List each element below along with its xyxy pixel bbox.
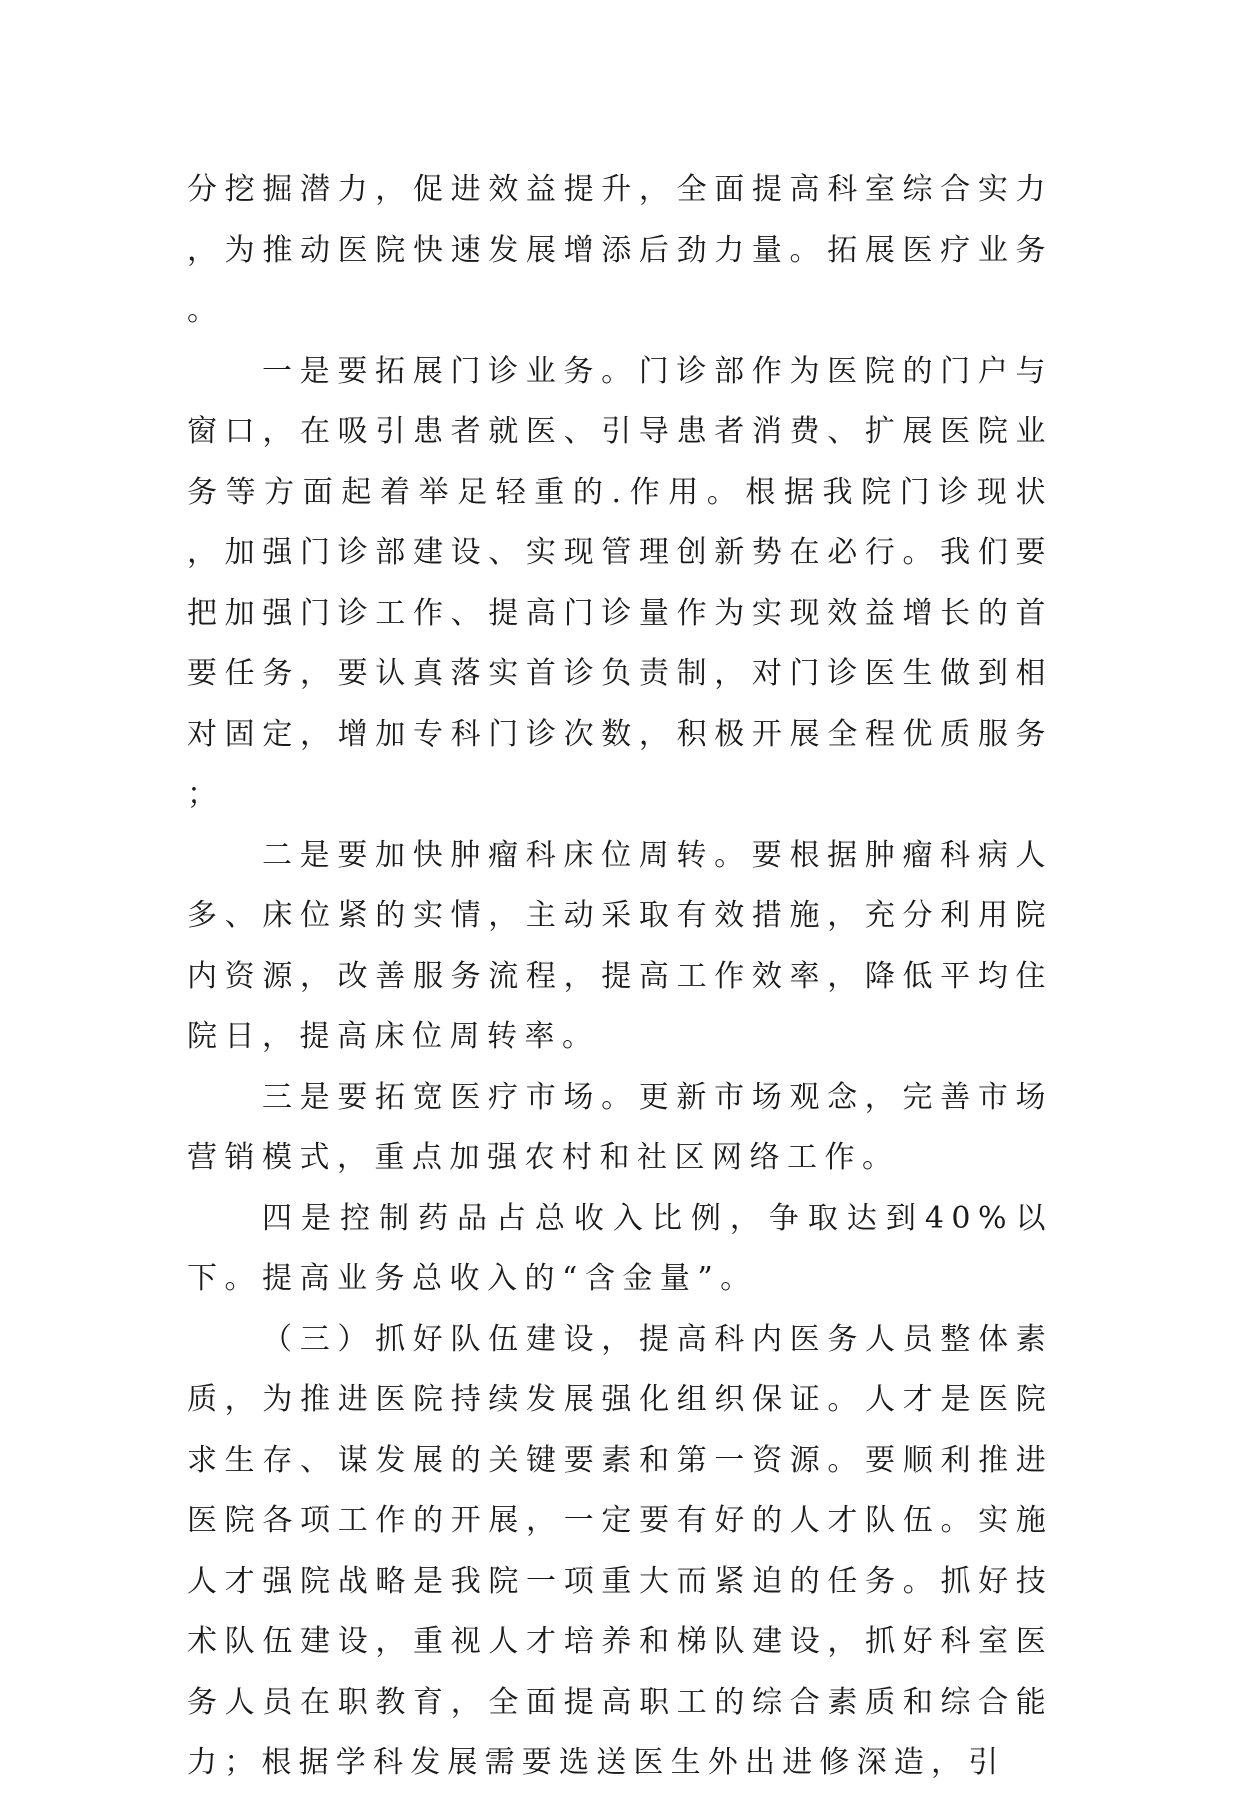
document-body	[187, 160, 1053, 1794]
paragraph-6: （三）抓好队伍建设，提高科内医务人员整体素质，为推进医院持续发展强化组织保证。人才是医院求生存、谋发展的关键要素和第一资源。要顺利推进医院各项工作的开展，一定要有好的人才队伍。实施人才强院战略是我院一项重大而紧迫的任务。抓好技术队伍建设，重视人才培养和梯队建设，抓好科室医务人员在职教育，全面提高职工的综合素质和综合能力；根据学科发展需要选送医生外出进修深造，引	[187, 1321, 1053, 1780]
paragraph-1: 分挖掘潜力，促进效益提升，全面提高科室综合实力，为推动医院快速发展增添后劲力量。拓展医疗业务。	[187, 172, 1053, 328]
paragraph-5: 四是控制药品占总收入比例，争取达到40%以下。提高业务总收入的“含金量”。	[187, 1200, 1053, 1296]
paragraph-3: 二是要加快肿瘤科床位周转。要根据肿瘤科病人多、床位紧的实情，主动采取有效措施，充分利用院内资源，改善服务流程，提高工作效率，降低平均住院日，提高床位周转率。	[187, 837, 1053, 1054]
paragraph-2: 一是要拓展门诊业务。门诊部作为医院的门户与窗口，在吸引患者就医、引导患者消费、扩展医院业务等方面起着举足轻重的.作用。根据我院门诊现状，加强门诊部建设、实现管理创新势在必行。我们要把加强门诊工作、提高门诊量作为实现效益增长的首要任务，要认真落实首诊负责制，对门诊医生做到相对固定，增加专科门诊次数，积极开展全程优质服务；	[187, 353, 1053, 812]
paragraph-4: 三是要拓宽医疗市场。更新市场观念，完善市场营销模式，重点加强农村和社区网络工作。	[187, 1079, 1053, 1175]
